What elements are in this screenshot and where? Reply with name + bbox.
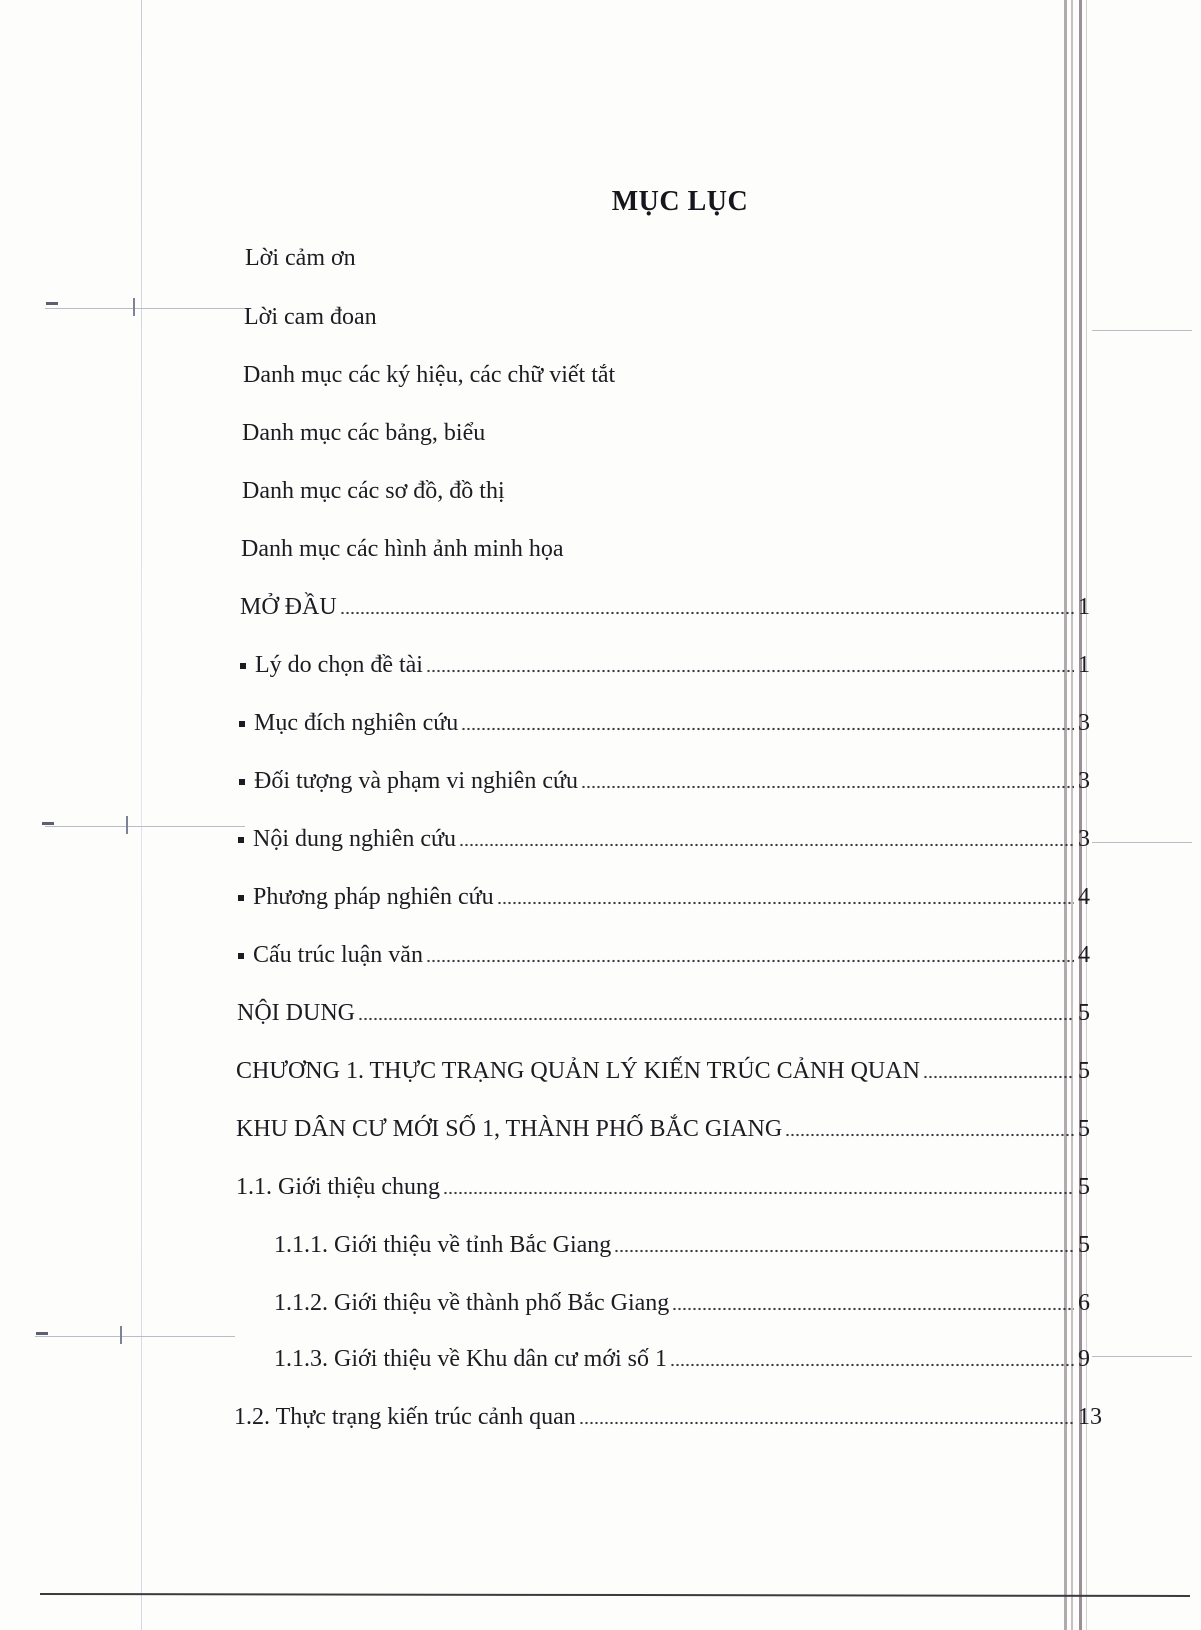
toc-text: Cấu trúc luận văn [253,942,423,968]
dot-leader [923,1075,1074,1079]
dot-leader [497,901,1074,905]
toc-entry [236,1168,1100,1202]
toc-text: 1.1.1. Giới thiệu về tỉnh Bắc Giang [274,1232,612,1258]
dot-leader [426,669,1074,673]
toc-text: KHU DÂN CƯ MỚI SỐ 1, THÀNH PHỐ BẮC GIANG [236,1116,783,1142]
bullet-icon [239,721,245,727]
toc-text: Lời cảm ơn [245,245,356,271]
dot-leader [579,1421,1074,1425]
toc-text: Danh mục các hình ảnh minh họa [241,536,564,562]
toc-text: 1.1. Giới thiệu chung [236,1174,440,1200]
toc-text: Lời cam đoan [244,304,377,330]
toc-entry [274,1284,1100,1318]
bullet-icon [239,779,245,785]
dot-leader [340,611,1074,615]
toc-entry [236,1110,1100,1144]
toc-text: Danh mục các sơ đồ, đồ thị [242,478,505,504]
toc-front-item [242,472,505,506]
dot-leader [443,1191,1074,1195]
toc-front-item [242,414,485,448]
bullet-icon [240,663,246,669]
toc-entry [234,1398,1100,1432]
toc-entry [239,704,1100,738]
toc-page-number: 5 [1078,1174,1090,1200]
toc-entry [274,1340,1100,1374]
toc-text: 1.1.3. Giới thiệu về Khu dân cư mới số 1 [274,1346,668,1372]
toc-page-number: 6 [1078,1290,1090,1316]
bullet-icon [238,837,244,843]
toc-page-number: 5 [1078,1232,1090,1258]
toc-text: Mục đích nghiên cứu [254,710,459,736]
dot-leader [358,1017,1074,1021]
toc-entry [236,1052,1100,1086]
dot-leader [670,1363,1074,1367]
bullet-icon [238,953,244,959]
toc-text: Danh mục các ký hiệu, các chữ viết tắt [243,362,616,388]
toc-page-number: 1 [1078,652,1090,678]
toc-front-item [243,356,615,390]
toc-text: Lý do chọn đề tài [255,652,423,678]
toc-page-number: 9 [1078,1346,1090,1372]
toc-text: CHƯƠNG 1. THỰC TRẠNG QUẢN LÝ KIẾN TRÚC CẢNH QUAN [236,1058,920,1084]
dot-leader [461,727,1074,731]
dot-leader [581,785,1074,789]
toc-text: Danh mục các bảng, biểu [242,420,486,446]
toc-page-number: 13 [1078,1404,1102,1430]
toc-front-item [241,530,564,564]
toc-page-number: 3 [1078,768,1090,794]
toc-entry [238,878,1100,912]
toc-page-number: 1 [1078,594,1090,620]
toc-entry [237,994,1100,1028]
page-title: MỤC LỤC [611,186,749,217]
toc-text: Đối tượng và phạm vi nghiên cứu [254,768,578,794]
dot-leader [426,959,1074,963]
toc-page-number: 3 [1078,710,1090,736]
dot-leader [614,1249,1074,1253]
toc-text: Nội dung nghiên cứu [253,826,456,852]
toc-page-number: 5 [1078,1058,1090,1084]
dot-leader [785,1133,1074,1137]
toc-page-number: 5 [1078,1000,1090,1026]
bullet-icon [238,895,244,901]
toc-text: MỞ ĐẦU [240,594,337,620]
toc-front-item [245,239,356,273]
toc-text: NỘI DUNG [237,1000,355,1026]
toc-page-number: 3 [1078,826,1090,852]
toc-entry [238,820,1100,854]
toc-page-number: 5 [1078,1116,1090,1142]
toc-text: 1.1.2. Giới thiệu về thành phố Bắc Giang [274,1290,670,1316]
toc-entry [240,646,1100,680]
toc-text: Phương pháp nghiên cứu [253,884,494,910]
toc-entry [238,936,1100,970]
toc-entry [240,588,1100,622]
dot-leader [672,1307,1074,1311]
toc-entry [239,762,1100,796]
toc-text: 1.2. Thực trạng kiến trúc cảnh quan [234,1404,576,1430]
toc-page-number: 4 [1078,942,1090,968]
toc-front-item [244,298,377,332]
toc-entry [274,1226,1100,1260]
toc-page-number: 4 [1078,884,1090,910]
dot-leader [459,843,1074,847]
